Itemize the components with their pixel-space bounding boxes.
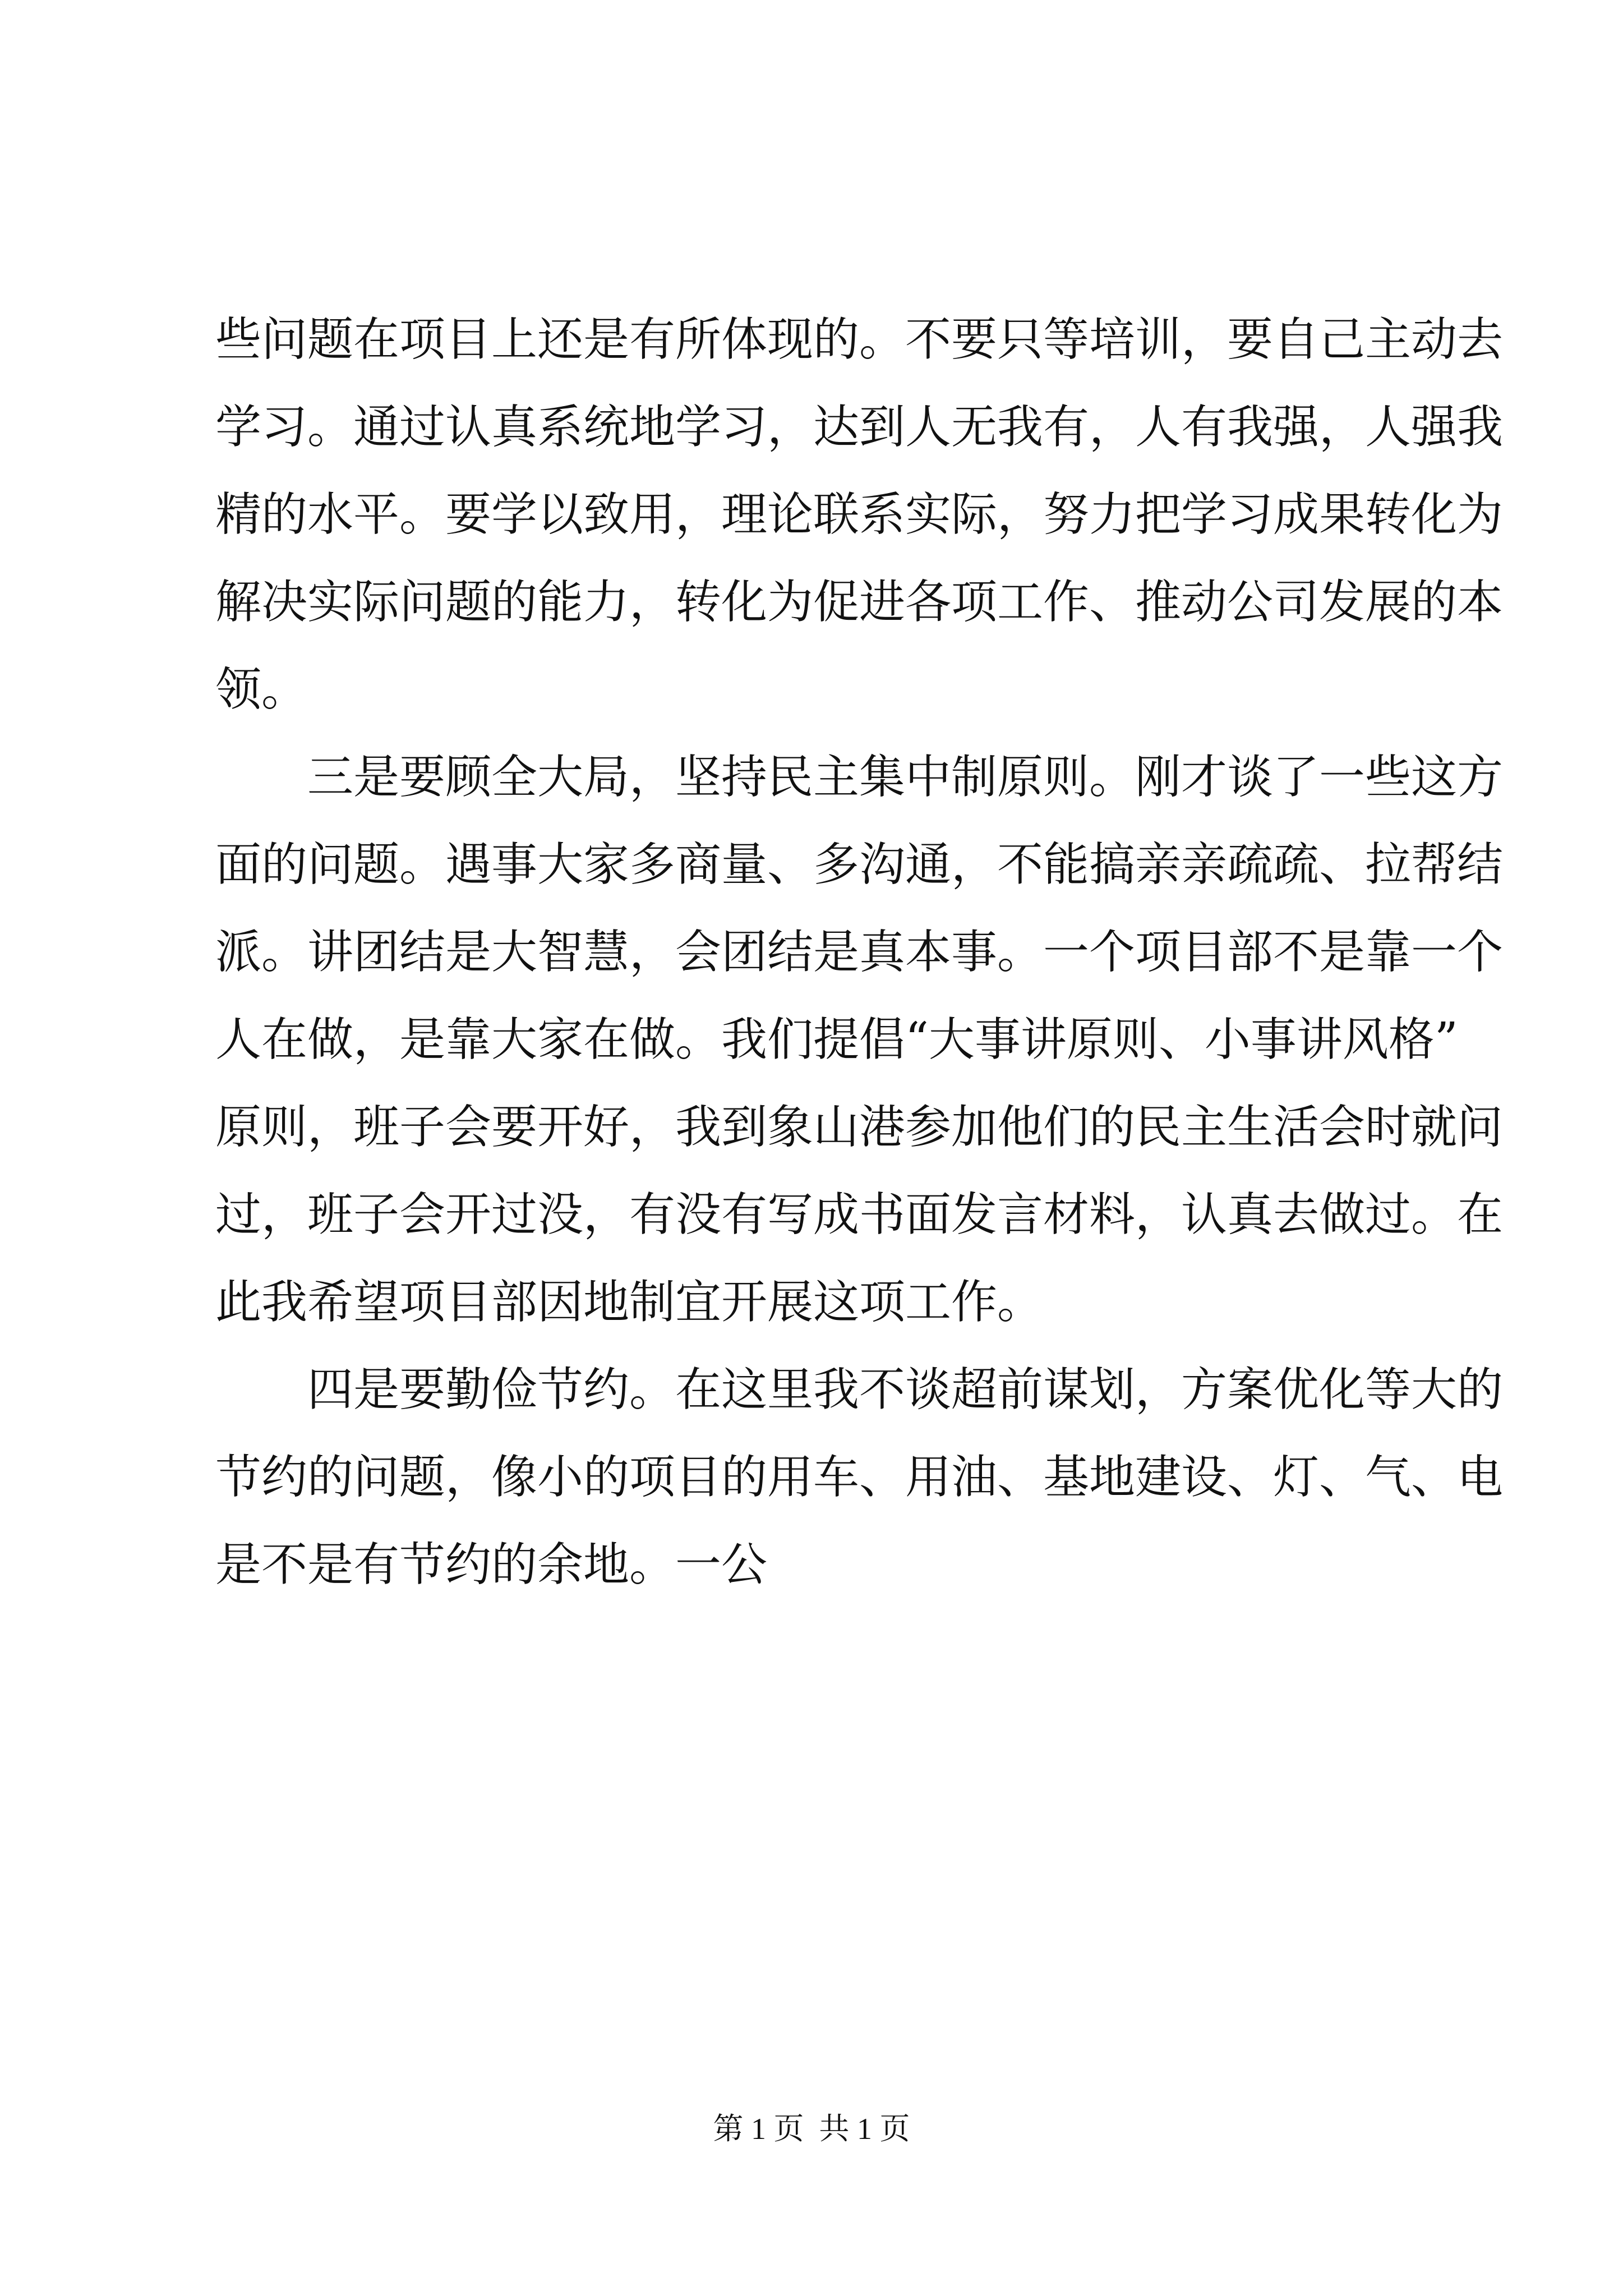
text-line: 此我希望项目部因地制宜开展这项工作。 bbox=[215, 1276, 1044, 1329]
paragraph-start-line: 四是要勤俭节约。在这里我不谈超前谋划，方案优化等大的 bbox=[307, 1363, 1504, 1416]
text-line: 些问题在项目上还是有所体现的。不要只等培训，要自己主动去 bbox=[215, 313, 1504, 366]
text-line: 节约的问题，像小的项目的用车、用油、基地建设、灯、气、电 bbox=[215, 1451, 1504, 1504]
text-line: 领。 bbox=[215, 663, 308, 716]
text-line: 解决实际问题的能力，转化为促进各项工作、推动公司发展的本 bbox=[215, 576, 1504, 629]
text-line: 过，班子会开过没，有没有写成书面发言材料，认真去做过。在 bbox=[215, 1188, 1504, 1241]
text-line: 派。讲团结是大智慧，会团结是真本事。一个项目部不是靠一个 bbox=[215, 926, 1504, 979]
text-line: 是不是有节约的余地。一公 bbox=[215, 1538, 768, 1591]
text-line: 面的问题。遇事大家多商量、多沟通，不能搞亲亲疏疏、拉帮结 bbox=[215, 838, 1504, 891]
page-number: 第 1 页 共 1 页 bbox=[713, 2112, 910, 2146]
page-footer bbox=[0, 2106, 1623, 2151]
text-line: 原则，班子会要开好，我到象山港参加他们的民主生活会时就问 bbox=[215, 1101, 1504, 1154]
text-line: 精的水平。要学以致用，理论联系实际，努力把学习成果转化为 bbox=[215, 488, 1504, 541]
text-line: 人在做，是靠大家在做。我们提倡“大事讲原则、小事讲风格” bbox=[215, 1013, 1458, 1066]
paragraph-start-line: 三是要顾全大局，坚持民主集中制原则。刚才谈了一些这方 bbox=[307, 751, 1504, 804]
document-body bbox=[215, 296, 1504, 1609]
text-line: 学习。通过认真系统地学习，达到人无我有，人有我强，人强我 bbox=[215, 401, 1504, 454]
